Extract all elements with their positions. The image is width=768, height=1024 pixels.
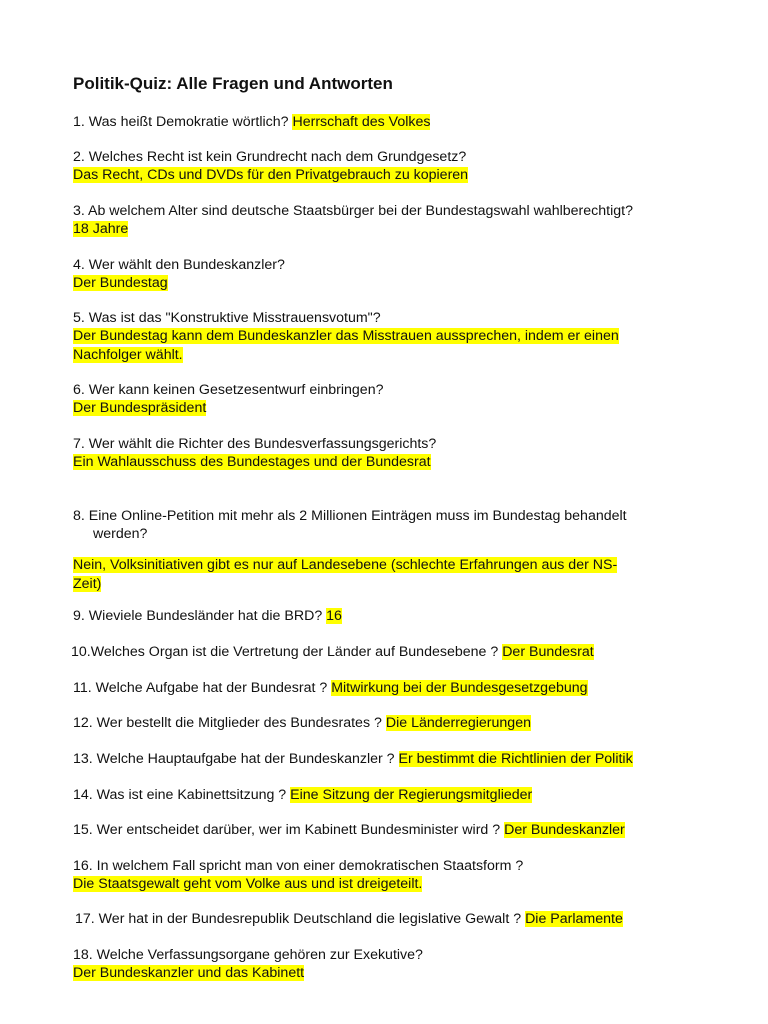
answer-8-line-1: Nein, Volksinitiativen gibt es nur auf Landesebene (schlechte Erfahrungen aus der NS- [73, 557, 618, 573]
answer-18: Der Bundeskanzler und das Kabinett [73, 965, 305, 981]
quiz-item-9 [73, 607, 342, 625]
answer-3: 18 Jahre [73, 221, 129, 237]
question-text: 13. Welche Hauptaufgabe hat der Bundeskanzler ? [73, 751, 395, 767]
quiz-item-11 [73, 679, 588, 697]
question-text: 9. Wieviele Bundesländer hat die BRD? [73, 608, 323, 624]
page-title: Politik-Quiz: Alle Fragen und Antworten [73, 74, 393, 93]
question-8-line-2: werden? [93, 526, 148, 542]
answer-highlight: Der Bundeskanzler [504, 822, 625, 838]
question-16: 16. In welchem Fall spricht man von einer demokratischen Staatsform ? [73, 858, 524, 874]
question-text: 15. Wer entscheidet darüber, wer im Kabinett Bundesminister wird ? [73, 822, 501, 838]
question-7: 7. Wer wählt die Richter des Bundesverfassungsgerichts? [73, 436, 437, 452]
quiz-item-15 [73, 821, 625, 839]
quiz-item-10 [71, 643, 594, 661]
answer-highlight: Er bestimmt die Richtlinien der Politik [398, 751, 633, 767]
answer-16: Die Staatsgewalt geht vom Volke aus und ist dreigeteilt. [73, 876, 423, 892]
answer-highlight: 16 [326, 608, 342, 624]
answer-5-line-2: Nachfolger wählt. [73, 347, 183, 363]
question-6: 6. Wer kann keinen Gesetzesentwurf einbringen? [73, 382, 384, 398]
answer-highlight: Die Parlamente [525, 911, 623, 927]
answer-highlight: Der Bundesrat [502, 644, 594, 660]
quiz-item-12 [73, 714, 531, 732]
answer-8-line-2: Zeit) [73, 576, 102, 592]
answer-2: Das Recht, CDs und DVDs für den Privatgebrauch zu kopieren [73, 167, 469, 183]
question-2: 2. Welches Recht ist kein Grundrecht nach dem Grundgesetz? [73, 149, 467, 165]
question-4: 4. Wer wählt den Bundeskanzler? [73, 257, 285, 273]
question-text: 12. Wer bestellt die Mitglieder des Bundesrates ? [73, 715, 382, 731]
question-text: 11. Welche Aufgabe hat der Bundesrat ? [73, 680, 328, 696]
answer-5-line-1: Der Bundestag kann dem Bundeskanzler das Misstrauen aussprechen, indem er einen [73, 328, 619, 344]
question-8-line-1: 8. Eine Online-Petition mit mehr als 2 Millionen Einträgen muss im Bundestag behandelt [73, 508, 627, 524]
question-text: 10.Welches Organ ist die Vertretung der Länder auf Bundesebene ? [71, 644, 499, 660]
quiz-item-14 [73, 786, 532, 804]
question-18: 18. Welche Verfassungsorgane gehören zur Exekutive? [73, 947, 423, 963]
question-text: 17. Wer hat in der Bundesrepublik Deutschland die legislative Gewalt ? [75, 911, 522, 927]
quiz-item-13 [73, 750, 633, 768]
question-text: 1. Was heißt Demokratie wörtlich? [73, 114, 289, 130]
answer-4: Der Bundestag [73, 275, 168, 291]
answer-highlight: Herrschaft des Volkes [292, 114, 431, 130]
answer-highlight: Die Länderregierungen [385, 715, 531, 731]
quiz-item-17 [75, 910, 623, 928]
answer-highlight: Eine Sitzung der Regierungsmitglieder [290, 787, 533, 803]
answer-6: Der Bundespräsident [73, 400, 207, 416]
question-3: 3. Ab welchem Alter sind deutsche Staatsbürger bei der Bundestagswahl wahlberechtigt? [73, 203, 633, 219]
quiz-item-1 [73, 113, 430, 131]
question-text: 14. Was ist eine Kabinettsitzung ? [73, 787, 287, 803]
answer-highlight: Mitwirkung bei der Bundesgesetzgebung [331, 680, 588, 696]
answer-7: Ein Wahlausschuss des Bundestages und der Bundesrat [73, 454, 431, 470]
question-5: 5. Was ist das "Konstruktive Misstrauensvotum"? [73, 310, 381, 326]
